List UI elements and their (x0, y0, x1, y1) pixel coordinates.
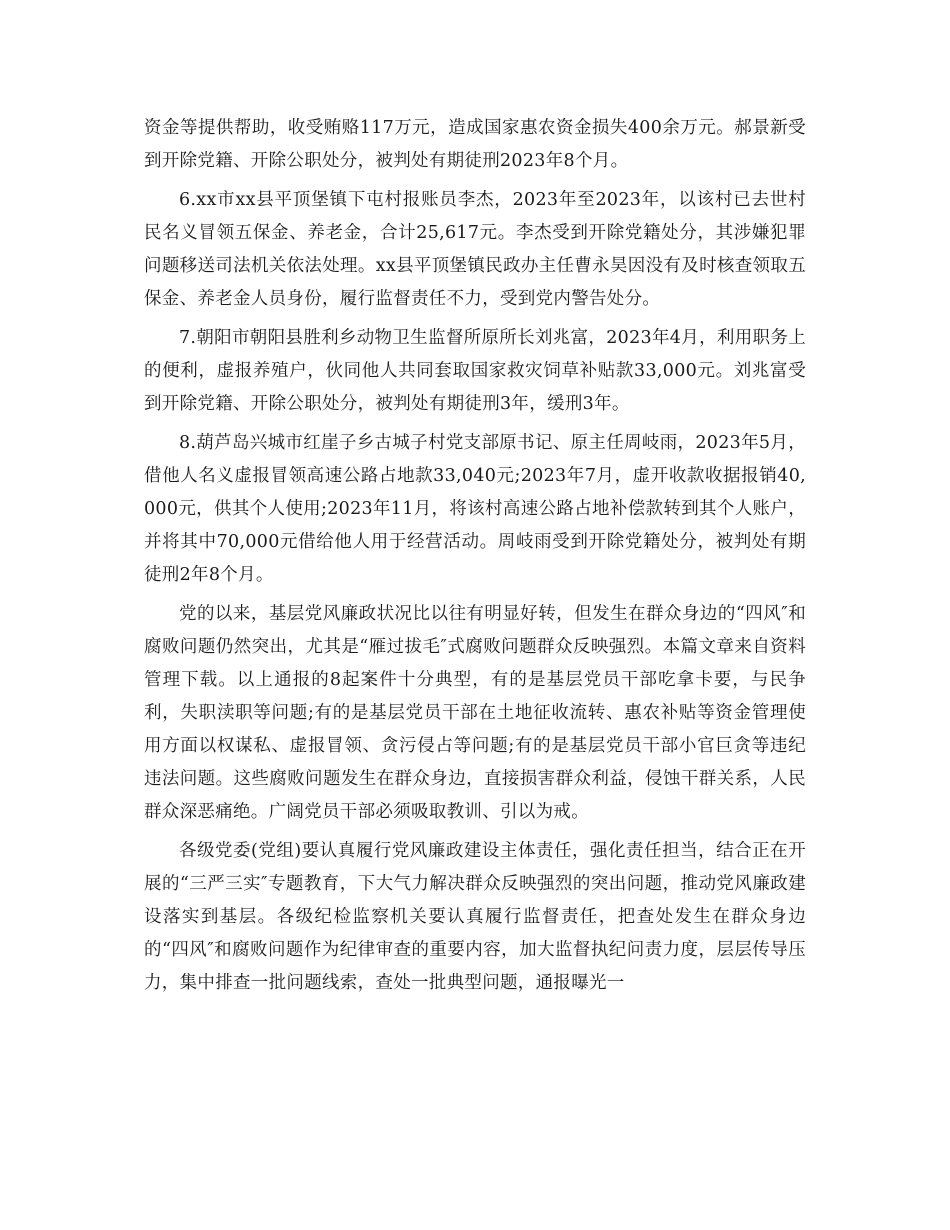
paragraph-requirements: 各级党委(党组)要认真履行党风廉政建设主体责任，强化责任担当，结合正在开展的“三严三实″专题教育，下大气力解决群众反映强烈的突出问题，推动党风廉政建设落实到基层。各级纪检监察机关要认真履行监督责任，把查处发生在群众身边的“四风″和腐败问题作为纪律审查的重要内容，加大监督执纪问责力度，层层传导压力，集中排查一批问题线索，查处一批典型问题，通报曝光一 (144, 841, 806, 993)
paragraph-continued: 资金等提供帮助，收受贿赂117万元，造成国家惠农资金损失400余万元。郝景新受到开除党籍、开除公职处分，被判处有期徒刑2023年8个月。 (144, 118, 806, 171)
paragraph-case-7: 7.朝阳市朝阳县胜利乡动物卫生监督所原所长刘兆富，2023年4月，利用职务上的便利，虚报养殖户，伙同他人共同套取国家救灾饲草补贴款33,000元。刘兆富受到开除党籍、开除公职处分，被判处有期徒刑3年，缓刑3年。 (144, 328, 806, 414)
paragraph-case-6: 6.xx市xx县平顶堡镇下屯村报账员李杰，2023年至2023年，以该村已去世村民名义冒领五保金、养老金，合计25,617元。李杰受到开除党籍处分，其涉嫌犯罪问题移送司法机关依法处理。xx县平顶堡镇民政办主任曹永昊因没有及时核查领取五保金、养老金人员身份，履行监督责任不力，受到党内警告处分。 (144, 190, 806, 309)
paragraph-analysis: 党的以来，基层党风廉政状况比以往有明显好转，但发生在群众身边的“四风″和腐败问题仍然突出，尤其是“雁过拔毛″式腐败问题群众反映强烈。本篇文章来自资料管理下载。以上通报的8起案件十分典型，有的是基层党员干部吃拿卡要，与民争利，失职渎职等问题;有的是基层党员干部在土地征收流转、惠农补贴等资金管理使用方面以权谋私、虚报冒领、贪污侵占等问题;有的是基层党员干部小官巨贪等违纪违法问题。这些腐败问题发生在群众身边，直接损害群众利益，侵蚀干群关系，人民群众深恶痛绝。广阔党员干部必须吸取教训、引以为戒。 (144, 604, 806, 822)
paragraph-case-8: 8.葫芦岛兴城市红崖子乡古城子村党支部原书记、原主任周岐雨，2023年5月，借他人名义虚报冒领高速公路占地款33,040元;2023年7月，虚开收款收据报销40,000元，供其个人使用;2023年11月，将该村高速公路占地补偿款转到其个人账户，并将其中70,000元借给他人用于经营活动。周岐雨受到开除党籍处分，被判处有期徒刑2年8个月。 (144, 433, 806, 585)
document-body (144, 112, 806, 1006)
